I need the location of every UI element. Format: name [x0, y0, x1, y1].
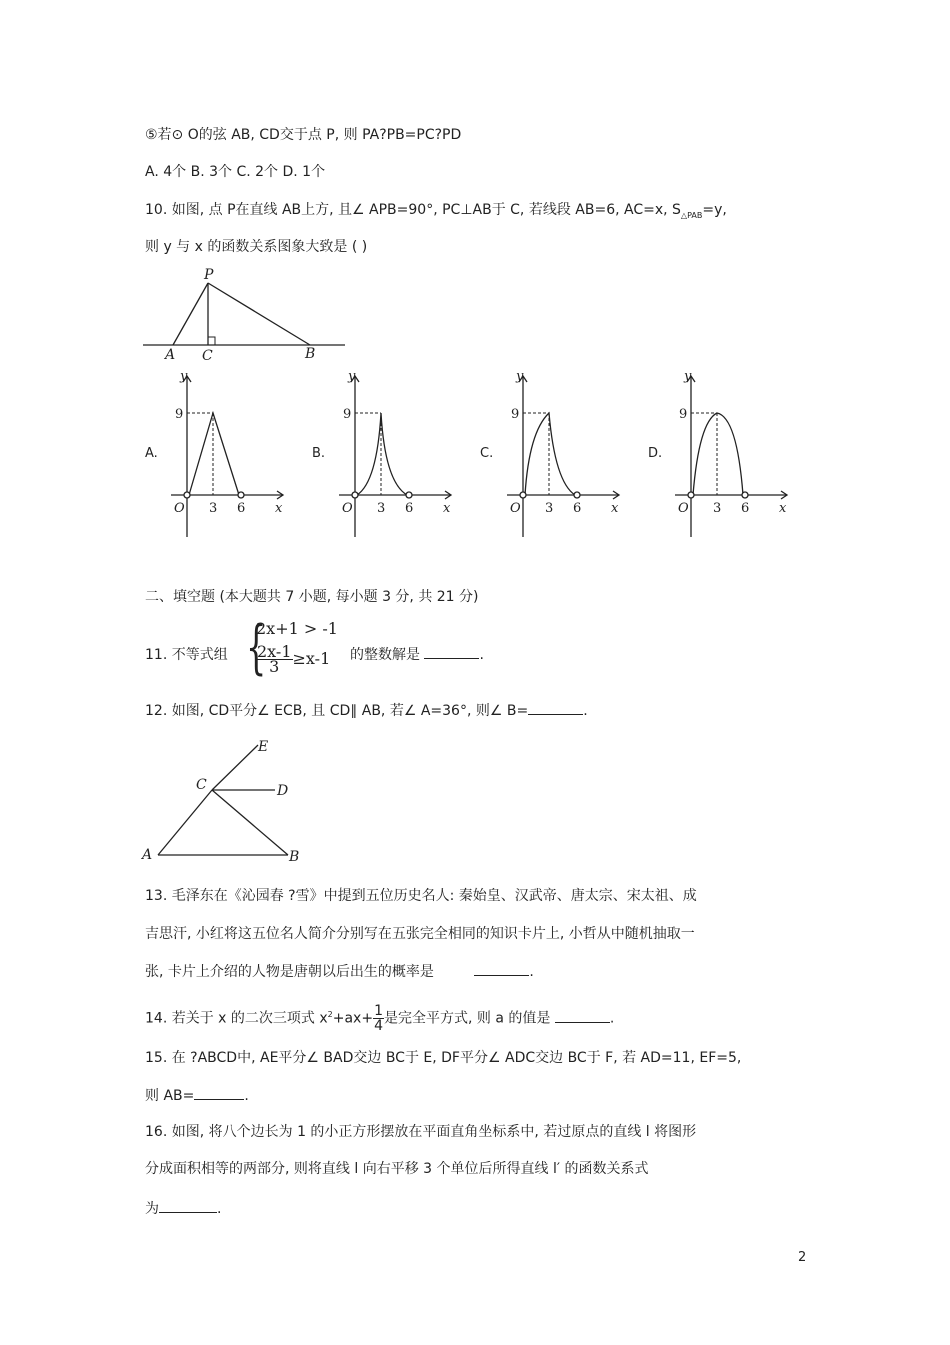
graph-A-origin: O: [174, 501, 185, 516]
q11-prefix: 11. 不等式组: [145, 647, 228, 663]
q10-line1-end: =y,: [702, 202, 727, 218]
q11-fraction: [256, 642, 293, 676]
q15-answer-blank[interactable]: [194, 1085, 244, 1100]
graph-C-xtick-6: 6: [573, 501, 582, 516]
q16-answer-blank[interactable]: [159, 1198, 217, 1213]
graph-D-y: y: [684, 369, 692, 384]
q14-fraction-den: 4: [374, 1018, 383, 1034]
q16-line1: 16. 如图, 将八个边长为 1 的小正方形摆放在平面直角坐标系中, 若过原点的直线 l 将图形: [145, 1124, 697, 1140]
q11-inequality-system: [246, 615, 356, 687]
q14-end: .: [609, 1010, 615, 1027]
graph-C-x: x: [611, 501, 619, 516]
q16-line2: 分成面积相等的两部分, 则将直线 l 向右平移 3 个单位后所得直线 l′ 的函数关系式: [145, 1161, 649, 1177]
graph-B-x: x: [443, 501, 451, 516]
graph-C-origin: O: [510, 501, 521, 516]
graph-C-ytick: 9: [511, 407, 520, 422]
q10-triangle-figure: [140, 265, 350, 365]
q10-graph-D: [669, 362, 799, 540]
q11-end: .: [479, 647, 484, 663]
graph-C-y: y: [516, 369, 524, 384]
q10-graph-C: [501, 362, 631, 540]
q12-text: 12. 如图, CD平分∠ ECB, 且 CD∥ AB, 若∠ A=36°, 则∠ B=: [145, 703, 529, 719]
q12-end: .: [583, 703, 588, 719]
graph-D-xtick-3: 3: [713, 501, 722, 516]
q10-subscript: △PAB: [680, 210, 703, 220]
q13-answer-blank[interactable]: [474, 961, 529, 976]
q11-answer-blank[interactable]: [424, 644, 479, 659]
q11-fraction-den: 3: [269, 657, 280, 676]
graph-A-y: y: [180, 369, 188, 384]
q10-option-D[interactable]: D.: [648, 446, 663, 461]
graph-A-ytick: 9: [175, 407, 184, 422]
graph-B-xtick-3: 3: [377, 501, 386, 516]
q10-option-C[interactable]: C.: [480, 446, 494, 461]
label-C: C: [202, 348, 213, 364]
q15-line2: [145, 1085, 249, 1105]
q15-end: .: [244, 1088, 249, 1104]
graph-B-y: y: [348, 369, 356, 384]
label-P: P: [204, 267, 214, 283]
q14-answer-blank[interactable]: [555, 1008, 610, 1023]
q14-fraction-num: 1: [374, 1003, 383, 1019]
q16-end: .: [217, 1201, 222, 1217]
graph-B-origin: O: [342, 501, 353, 516]
q13-line2: 吉思汗, 小红将这五位名人简介分别写在五张完全相同的知识卡片上, 小哲从中随机抽取一: [145, 926, 695, 942]
graph-D-ytick: 9: [679, 407, 688, 422]
q13-line3-text: 张, 卡片上介绍的人物是唐朝以后出生的概率是: [145, 964, 434, 980]
graph-D-x: x: [779, 501, 787, 516]
q9-item5: ⑤若⊙ O的弦 AB, CD交于点 P, 则 PA?PB=PC?PD: [145, 127, 462, 143]
q14-fraction: [373, 1004, 384, 1033]
q15-line2-text: 则 AB=: [145, 1088, 195, 1104]
graph-D-xtick-6: 6: [741, 501, 750, 516]
q15-line1: 15. 在 ?ABCD中, AE平分∠ BAD交边 BC于 E, DF平分∠ ADC交边 BC于 F, 若 AD=11, EF=5,: [145, 1050, 742, 1066]
q10-line1-text: 10. 如图, 点 P在直线 AB上方, 且∠ APB=90°, PC⊥AB于 C, 若线段 AB=6, AC=x, S: [145, 202, 681, 218]
label-B: B: [289, 849, 300, 865]
label-A: A: [165, 347, 176, 363]
brace-glyph: {: [246, 613, 267, 681]
label-D: D: [277, 783, 289, 799]
q14-sup: 2: [327, 1009, 333, 1019]
graph-B-ytick: 9: [343, 407, 352, 422]
q12-line: [145, 700, 588, 720]
q10-line2: 则 y 与 x 的函数关系图象大致是 ( ): [145, 239, 368, 255]
q11-inequality-2-rest: ≥x-1: [292, 649, 331, 668]
q11-fraction-num: 2x-1: [257, 642, 292, 661]
q14-line: [145, 1004, 614, 1033]
q13-line3: [145, 961, 534, 981]
q14-mid: +ax+: [332, 1010, 374, 1027]
q14-suffix: 是完全平方式, 则 a 的值是: [383, 1010, 551, 1027]
q13-end: .: [529, 964, 534, 980]
graph-A-xtick-3: 3: [209, 501, 218, 516]
q11-suffix-text: 的整数解是: [350, 647, 420, 663]
q10-option-A[interactable]: A.: [145, 446, 158, 461]
graph-C-xtick-3: 3: [545, 501, 554, 516]
label-E: E: [258, 739, 269, 755]
graph-A-xtick-6: 6: [237, 501, 246, 516]
q12-figure: [140, 735, 315, 867]
q9-options: A. 4个 B. 3个 C. 2个 D. 1个: [145, 164, 326, 180]
q14-prefix: 14. 若关于 x 的二次三项式 x: [145, 1010, 328, 1027]
q16-line3-text: 为: [145, 1201, 159, 1217]
q11-inequality-1: 2x+1 > -1: [256, 619, 338, 638]
q13-line1: 13. 毛泽东在《沁园春 ?雪》中提到五位历史名人: 秦始皇、汉武帝、唐太宗、宋太祖、成: [145, 888, 697, 904]
q11-inequality-2: [256, 642, 331, 676]
page-number: 2: [798, 1250, 807, 1265]
label-A: A: [142, 847, 153, 863]
graph-A-x: x: [275, 501, 283, 516]
q16-line3: [145, 1198, 221, 1218]
label-B: B: [305, 346, 316, 362]
q10-graph-B: [333, 362, 463, 540]
q10-graph-A: [165, 362, 295, 540]
label-C: C: [196, 777, 207, 793]
graph-B-xtick-6: 6: [405, 501, 414, 516]
q11-suffix: [350, 644, 484, 664]
q10-option-B[interactable]: B.: [312, 446, 326, 461]
q12-answer-blank[interactable]: [528, 700, 583, 715]
graph-D-origin: O: [678, 501, 689, 516]
q10-line1: [145, 201, 727, 225]
section-2-heading: 二、填空题 (本大题共 7 小题, 每小题 3 分, 共 21 分): [145, 589, 479, 605]
